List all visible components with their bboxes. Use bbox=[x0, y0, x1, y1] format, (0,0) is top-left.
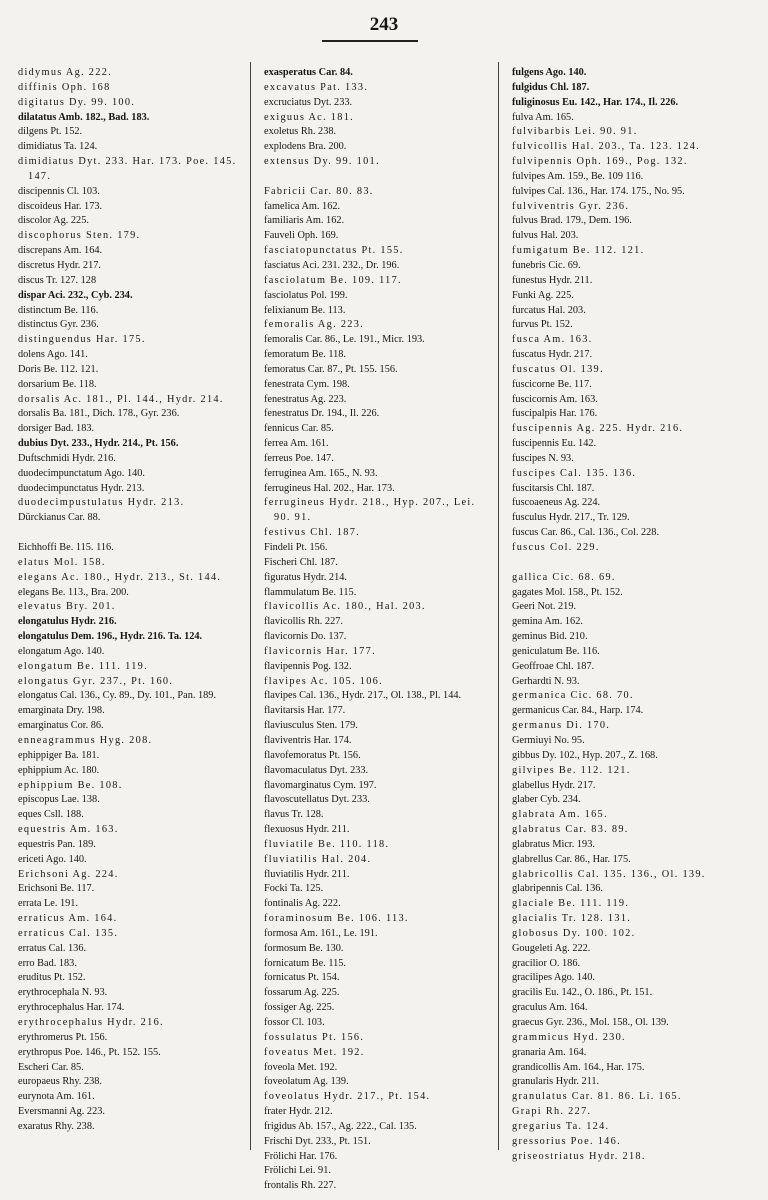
index-entry: erythromerus Pt. 156. bbox=[18, 1031, 108, 1043]
index-entry: Frölichi Lei. 91. bbox=[264, 1165, 331, 1177]
index-column-2 bbox=[264, 66, 490, 1194]
index-entry: globosus Dy. 100. 102. bbox=[512, 927, 636, 939]
index-entry: fusculus Hydr. 217., Tr. 129. bbox=[512, 512, 630, 524]
index-entry: dimidiatus Dyt. 233. Har. 173. Poe. 145. 147. bbox=[18, 156, 237, 182]
index-entry: fornicatum Be. 115. bbox=[264, 957, 346, 969]
index-entry: gallica Cic. 68. 69. bbox=[512, 571, 616, 583]
index-entry: extensus Dy. 99. 101. bbox=[264, 156, 380, 168]
index-entry: erratus Cal. 136. bbox=[18, 942, 87, 954]
index-entry: fossiger Ag. 225. bbox=[264, 1002, 335, 1014]
index-entry: ferruginea Am. 165., N. 93. bbox=[264, 467, 378, 479]
index-entry: funestus Hydr. 211. bbox=[512, 274, 593, 286]
index-entry: glaber Cyb. 234. bbox=[512, 794, 581, 806]
index-entry: fenestratus Dr. 194., Il. 226. bbox=[264, 408, 380, 420]
index-entry: fuscus Car. 86., Cal. 136., Col. 228. bbox=[512, 527, 660, 539]
index-entry: fusca Am. 163. bbox=[512, 334, 593, 346]
index-entry: fluviatile Be. 110. 118. bbox=[264, 838, 390, 850]
index-entry: flavicornis Har. 177. bbox=[264, 645, 376, 657]
index-entry: fulviventris Gyr. 236. bbox=[512, 200, 630, 212]
index-entry: flavomaculatus Dyt. 233. bbox=[264, 764, 369, 776]
index-entry: flaviventris Har. 174. bbox=[264, 734, 352, 746]
index-entry: formosa Am. 161., Le. 191. bbox=[264, 927, 378, 939]
index-entry: flavitarsis Har. 177. bbox=[264, 705, 346, 717]
index-entry: emarginata Dry. 198. bbox=[18, 705, 105, 717]
index-entry: germanica Cic. 68. 70. bbox=[512, 690, 634, 702]
index-entry: Findeli Pt. 156. bbox=[264, 542, 328, 553]
index-entry: femoratum Be. 118. bbox=[264, 349, 346, 361]
index-entry: Germiuyi No. 95. bbox=[512, 734, 585, 746]
index-entry: dispar Aci. 232., Cyb. 234. bbox=[18, 289, 133, 301]
index-entry: flexuosus Hydr. 211. bbox=[264, 824, 350, 836]
index-entry: dorsalis Ac. 181., Pl. 144., Hydr. 214. bbox=[18, 393, 224, 405]
index-entry: glabrellus Car. 86., Har. 175. bbox=[512, 853, 631, 865]
index-entry: distinctus Gyr. 236. bbox=[18, 319, 99, 331]
index-entry: dimidiatus Ta. 124. bbox=[18, 141, 98, 153]
index-entry: formosum Be. 130. bbox=[264, 942, 344, 954]
index-entry: ephippium Be. 108. bbox=[18, 779, 123, 791]
index-entry: foraminosum Be. 106. 113. bbox=[264, 913, 409, 925]
index-entry: gracilipes Ago. 140. bbox=[512, 972, 595, 984]
index-entry: fulvipes Am. 159., Be. 109 116. bbox=[512, 170, 644, 182]
index-entry: erraticus Am. 164. bbox=[18, 913, 118, 925]
index-entry: glabripennis Cal. 136. bbox=[512, 883, 603, 895]
index-entry: fuscipes N. 93. bbox=[512, 452, 574, 464]
column-divider bbox=[250, 62, 251, 1150]
index-entry: flavipes Ac. 105. 106. bbox=[264, 675, 383, 687]
index-entry: fasciolatus Pol. 199. bbox=[264, 289, 348, 301]
index-entry: ferrugineus Hal. 202., Har. 173. bbox=[264, 482, 395, 494]
index-entry: Gougeleti Ag. 222. bbox=[512, 942, 591, 954]
index-entry: gibbus Dy. 102., Hyp. 207., Z. 168. bbox=[512, 749, 658, 761]
index-entry: fasciolatum Be. 109. 117. bbox=[264, 274, 402, 286]
index-entry: exiguus Ac. 181. bbox=[264, 111, 355, 123]
index-entry: Doris Be. 112. 121. bbox=[18, 363, 99, 375]
index-entry: Fischeri Chl. 187. bbox=[264, 556, 338, 568]
index-entry: elongatum Ago. 140. bbox=[18, 645, 105, 657]
index-entry: glabratus Car. 83. 89. bbox=[512, 824, 629, 836]
index-entry: enneagrammus Hyg. 208. bbox=[18, 734, 153, 746]
index-entry: eruditus Pt. 152. bbox=[18, 972, 86, 984]
index-column-3 bbox=[512, 66, 748, 1164]
index-entry: fulvipes Cal. 136., Har. 174. 175., No. 95. bbox=[512, 185, 685, 197]
index-entry: fuscipalpis Har. 176. bbox=[512, 408, 598, 420]
index-entry: flammulatum Be. 115. bbox=[264, 586, 357, 598]
index-entry: exasperatus Car. 84. bbox=[264, 67, 353, 78]
index-entry: distinguendus Har. 175. bbox=[18, 334, 146, 346]
index-entry: fluviatilis Hal. 204. bbox=[264, 853, 372, 865]
index-entry: duodecimpunctatum Ago. 140. bbox=[18, 467, 145, 479]
index-entry: fumigatum Be. 112. 121. bbox=[512, 245, 645, 257]
index-entry: Erichsoni Be. 117. bbox=[18, 883, 95, 895]
index-entry: discoideus Har. 173. bbox=[18, 200, 103, 212]
index-entry: elongatus Cal. 136., Cy. 89., Dy. 101., Pan. 189. bbox=[18, 690, 217, 702]
index-entry: ferrugineus Hydr. 218., Hyp. 207., Lei. 90. 91. bbox=[264, 497, 476, 524]
index-entry: glaciale Be. 111. 119. bbox=[512, 898, 630, 910]
page-number: 243 bbox=[369, 14, 399, 35]
index-entry: equestris Am. 163. bbox=[18, 824, 119, 836]
index-entry: exoletus Rh. 238. bbox=[264, 126, 337, 138]
index-entry: flavicollis Ac. 180., Hal. 203. bbox=[264, 601, 426, 613]
index-entry: fossulatus Pt. 156. bbox=[264, 1031, 365, 1043]
index-entry: gracilior O. 186. bbox=[512, 957, 581, 969]
index-entry: graecus Gyr. 236., Mol. 158., Ol. 139. bbox=[512, 1017, 669, 1028]
index-entry: foveola Met. 192. bbox=[264, 1061, 338, 1073]
index-entry: Geeri Not. 219. bbox=[512, 601, 577, 613]
index-entry: frater Hydr. 212. bbox=[264, 1106, 333, 1118]
index-entry: figuratus Hydr. 214. bbox=[264, 571, 347, 583]
index-entry: Eichhoffi Be. 115. 116. bbox=[18, 542, 114, 553]
index-entry: elevatus Bry. 201. bbox=[18, 601, 116, 613]
index-entry: discipennis Cl. 103. bbox=[18, 185, 100, 197]
index-entry: fuscatus Hydr. 217. bbox=[512, 349, 593, 361]
index-entry: femoralis Car. 86., Le. 191., Micr. 193. bbox=[264, 334, 425, 346]
index-entry: elongatulus Hydr. 216. bbox=[18, 616, 117, 628]
index-entry: flavicollis Rh. 227. bbox=[264, 616, 343, 628]
index-entry: grammicus Hyd. 230. bbox=[512, 1031, 626, 1043]
index-entry: fulgidus Chl. 187. bbox=[512, 81, 590, 93]
index-entry: fennicus Car. 85. bbox=[264, 423, 334, 435]
index-entry: granularis Hydr. 211. bbox=[512, 1076, 600, 1088]
index-entry: equestris Pan. 189. bbox=[18, 838, 96, 850]
index-entry: fuscatus Ol. 139. bbox=[512, 363, 604, 375]
index-entry: Funki Ag. 225. bbox=[512, 289, 574, 301]
index-entry: elegans Be. 113., Bra. 200. bbox=[18, 586, 129, 598]
index-entry: fuliginosus Eu. 142., Har. 174., Il. 226. bbox=[512, 96, 679, 108]
index-entry: digitatus Dy. 99. 100. bbox=[18, 96, 136, 108]
index-entry: ferreus Poe. 147. bbox=[264, 452, 334, 464]
index-entry: erro Bad. 183. bbox=[18, 957, 77, 969]
index-entry: Dürckianus Car. 88. bbox=[18, 512, 101, 524]
index-entry: dilgens Pt. 152. bbox=[18, 126, 83, 138]
index-entry: erythrocephala N. 93. bbox=[18, 987, 108, 999]
index-entry: gilvipes Be. 112. 121. bbox=[512, 764, 631, 776]
index-entry: gregarius Ta. 124. bbox=[512, 1120, 610, 1132]
index-entry: granulatus Car. 81. 86. Li. 165. bbox=[512, 1091, 682, 1103]
index-entry: glabratus Micr. 193. bbox=[512, 838, 595, 850]
index-entry: didymus Ag. 222. bbox=[18, 67, 113, 78]
index-entry: fulvicollis Hal. 203., Ta. 123. 124. bbox=[512, 141, 701, 153]
index-entry: excavatus Pat. 133. bbox=[264, 81, 369, 93]
index-entry: Focki Ta. 125. bbox=[264, 883, 324, 895]
index-entry: elongatulus Dem. 196., Hydr. 216. Ta. 124. bbox=[18, 631, 203, 643]
index-entry: foveolatum Ag. 139. bbox=[264, 1076, 349, 1088]
index-entry: dolens Ago. 141. bbox=[18, 349, 88, 361]
index-entry: gracilis Eu. 142., O. 186., Pt. 151. bbox=[512, 987, 653, 999]
index-entry: griseostriatus Hydr. 218. bbox=[512, 1150, 646, 1162]
index-entry: festivus Chl. 187. bbox=[264, 527, 361, 539]
index-entry: fasciatopunctatus Pt. 155. bbox=[264, 245, 404, 257]
index-entry: frigidus Ab. 157., Ag. 222., Cal. 135. bbox=[264, 1120, 417, 1132]
index-entry: Erichsoni Ag. 224. bbox=[18, 868, 119, 880]
index-entry: dubius Dyt. 233., Hydr. 214., Pt. 156. bbox=[18, 438, 179, 450]
index-entry: fontinalis Ag. 222. bbox=[264, 898, 341, 910]
index-entry: discolor Ag. 225. bbox=[18, 215, 89, 227]
index-entry: discophorus Sten. 179. bbox=[18, 230, 141, 242]
index-entry: flaviusculus Sten. 179. bbox=[264, 720, 358, 732]
index-entry: erraticus Cal. 135. bbox=[18, 927, 119, 939]
index-entry: elongatum Be. 111. 119. bbox=[18, 660, 148, 672]
index-entry: ferrea Am. 161. bbox=[264, 438, 329, 450]
index-entry: distinctum Be. 116. bbox=[18, 304, 99, 316]
index-entry: glabricollis Cal. 135. 136., Ol. 139. bbox=[512, 868, 706, 880]
index-entry: Escheri Car. 85. bbox=[18, 1061, 84, 1073]
index-entry: fulvus Hal. 203. bbox=[512, 230, 579, 242]
index-entry: Frölichi Har. 176. bbox=[264, 1150, 338, 1162]
index-entry: elegans Ac. 180., Hydr. 213., St. 144. bbox=[18, 571, 222, 583]
column-divider bbox=[498, 62, 499, 1150]
index-entry: famelica Am. 162. bbox=[264, 200, 341, 212]
index-entry: erythrocephalus Hydr. 216. bbox=[18, 1017, 164, 1028]
index-entry: erythrocephalus Har. 174. bbox=[18, 1002, 125, 1014]
index-entry: discretus Hydr. 217. bbox=[18, 259, 101, 271]
index-entry: Eversmanni Ag. 223. bbox=[18, 1106, 105, 1118]
index-entry: eques Csll. 188. bbox=[18, 809, 84, 821]
index-entry: fenestratus Ag. 223. bbox=[264, 393, 347, 405]
index-entry: Duftschmidi Hydr. 216. bbox=[18, 452, 116, 464]
index-entry: flavus Tr. 128. bbox=[264, 809, 324, 821]
index-entry: fuscus Col. 229. bbox=[512, 542, 600, 553]
index-entry: glabrata Am. 165. bbox=[512, 809, 608, 821]
index-entry: femoralis Ag. 223. bbox=[264, 319, 365, 331]
index-entry: eurynota Am. 161. bbox=[18, 1091, 95, 1103]
index-entry: familiaris Am. 162. bbox=[264, 215, 345, 227]
index-entry: germanicus Car. 84., Harp. 174. bbox=[512, 705, 644, 717]
index-entry: erythropus Poe. 146., Pt. 152. 155. bbox=[18, 1046, 161, 1058]
index-entry: fenestrata Cym. 198. bbox=[264, 378, 350, 390]
index-entry: ephippiger Ba. 181. bbox=[18, 749, 100, 761]
index-entry: fuscipennis Ag. 225. Hydr. 216. bbox=[512, 423, 684, 435]
index-entry: geminus Bid. 210. bbox=[512, 631, 588, 643]
index-entry: elongatus Gyr. 237., Pt. 160. bbox=[18, 675, 174, 687]
index-entry: duodecimpunctatus Hydr. 213. bbox=[18, 482, 145, 494]
index-entry: dilatatus Amb. 182., Bad. 183. bbox=[18, 111, 150, 123]
index-entry: flavoscutellatus Dyt. 233. bbox=[264, 794, 370, 806]
index-entry: diffinis Oph. 168 bbox=[18, 81, 111, 93]
index-entry: fulvibarbis Lei. 90. 91. bbox=[512, 126, 638, 138]
index-entry: gemina Am. 162. bbox=[512, 616, 583, 628]
index-entry: flavofemoratus Pt. 156. bbox=[264, 749, 361, 761]
index-entry: fluviatilis Hydr. 211. bbox=[264, 868, 350, 880]
index-entry: fossarum Ag. 225. bbox=[264, 987, 340, 999]
index-entry: Grapi Rh. 227. bbox=[512, 1106, 592, 1118]
index-entry: geniculatum Be. 116. bbox=[512, 645, 600, 657]
index-entry: grandicollis Am. 164., Har. 175. bbox=[512, 1061, 645, 1073]
index-entry: furcatus Hal. 203. bbox=[512, 304, 586, 316]
index-entry: Frischi Dyt. 233., Pt. 151. bbox=[264, 1135, 371, 1147]
index-entry: fasciatus Aci. 231. 232., Dr. 196. bbox=[264, 259, 400, 271]
index-entry: dorsalis Ba. 181., Dich. 178., Gyr. 236. bbox=[18, 408, 180, 420]
index-entry: femoratus Car. 87., Pt. 155. 156. bbox=[264, 363, 398, 375]
index-entry: foveolatus Hydr. 217., Pt. 154. bbox=[264, 1091, 431, 1103]
index-entry: discus Tr. 127. 128 bbox=[18, 274, 97, 286]
index-entry: fulvipennis Oph. 169., Pog. 132. bbox=[512, 156, 688, 168]
index-entry: foveatus Met. 192. bbox=[264, 1046, 365, 1058]
index-entry: granaria Am. 164. bbox=[512, 1046, 587, 1058]
index-entry: fulvus Brad. 179., Dem. 196. bbox=[512, 215, 632, 227]
index-entry: duodecimpustulatus Hydr. 213. bbox=[18, 497, 185, 509]
index-entry: gressorius Poe. 146. bbox=[512, 1135, 621, 1147]
index-column-1 bbox=[18, 66, 244, 1135]
index-entry: Fabricii Car. 80. 83. bbox=[264, 185, 374, 197]
index-entry: fuscoaeneus Ag. 224. bbox=[512, 497, 601, 509]
index-entry: flavomarginatus Cym. 197. bbox=[264, 779, 377, 791]
index-entry: Fauveli Oph. 169. bbox=[264, 230, 339, 242]
index-entry: furvus Pt. 152. bbox=[512, 319, 573, 331]
index-entry: ericeti Ago. 140. bbox=[18, 853, 87, 865]
index-entry: fulva Am. 165. bbox=[512, 111, 574, 123]
index-entry: dorsiger Bad. 183. bbox=[18, 423, 95, 435]
index-entry: flavicornis Do. 137. bbox=[264, 631, 347, 643]
index-entry: funebris Cic. 69. bbox=[512, 259, 581, 271]
index-entry: Geoffroae Chl. 187. bbox=[512, 660, 595, 672]
index-entry: Gerhardti N. 93. bbox=[512, 675, 580, 687]
index-entry: fossor Cl. 103. bbox=[264, 1017, 325, 1028]
index-entry: fuscipennis Eu. 142. bbox=[512, 438, 597, 450]
index-entry: fulgens Ago. 140. bbox=[512, 67, 587, 78]
index-entry: fuscicornis Am. 163. bbox=[512, 393, 598, 405]
index-entry: fuscicorne Be. 117. bbox=[512, 378, 592, 390]
index-entry: graculus Am. 164. bbox=[512, 1002, 588, 1014]
index-entry: exaratus Rhy. 238. bbox=[18, 1120, 95, 1132]
index-entry: europaeus Rhy. 238. bbox=[18, 1076, 102, 1088]
index-entry: fornicatus Pt. 154. bbox=[264, 972, 340, 984]
index-entry: gagates Mol. 158., Pt. 152. bbox=[512, 586, 623, 598]
index-entry: dorsarium Be. 118. bbox=[18, 378, 97, 390]
index-entry: germanus Di. 170. bbox=[512, 720, 611, 732]
index-entry: episcopus Lae. 138. bbox=[18, 794, 100, 806]
index-entry: ephippium Ac. 180. bbox=[18, 764, 100, 776]
index-entry: fuscitarsis Chl. 187. bbox=[512, 482, 595, 494]
index-entry: glabellus Hydr. 217. bbox=[512, 779, 596, 791]
header-rule bbox=[322, 40, 418, 42]
index-entry: discrepans Am. 164. bbox=[18, 245, 103, 257]
index-entry: errata Le. 191. bbox=[18, 898, 79, 910]
index-entry: excruciatus Dyt. 233. bbox=[264, 96, 353, 108]
index-entry: glacialis Tr. 128. 131. bbox=[512, 913, 632, 925]
index-entry: explodens Bra. 200. bbox=[264, 141, 347, 153]
index-entry: flavipes Cal. 136., Hydr. 217., Ol. 138., Pl. 144. bbox=[264, 690, 462, 702]
index-entry: frontalis Rh. 227. bbox=[264, 1180, 337, 1192]
index-entry: felixianum Be. 113. bbox=[264, 304, 346, 316]
index-entry: emarginatus Cor. 86. bbox=[18, 720, 104, 732]
index-entry: flavipennis Pog. 132. bbox=[264, 660, 352, 672]
index-entry: fuscipes Cal. 135. 136. bbox=[512, 467, 637, 479]
index-entry: elatus Mol. 158. bbox=[18, 556, 106, 568]
